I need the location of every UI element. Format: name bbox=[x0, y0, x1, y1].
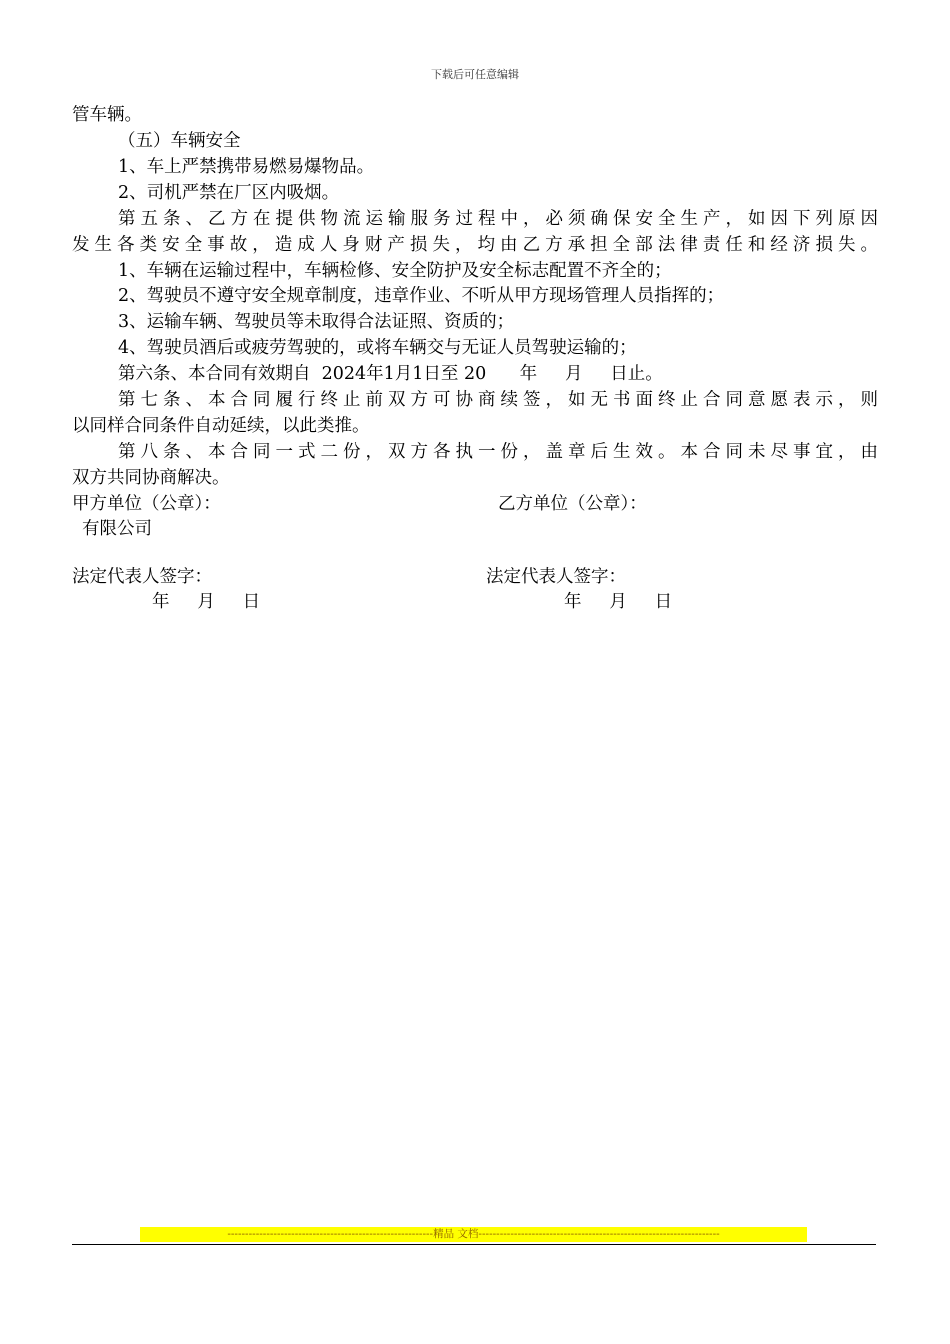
text-line: 1、车上严禁携带易燃易爆物品。 bbox=[118, 157, 375, 177]
article-6: 第六条、本合同有效期自 2024年1月1日至 20 年 月 日止。 bbox=[118, 364, 663, 384]
article-5: 第五条、乙方在提供物流运输服务过程中，必须确保安全生产，如因下列原因 bbox=[118, 209, 878, 229]
party-a-rep-label: 法定代表人签字： bbox=[72, 567, 212, 587]
party-b-rep-label: 法定代表人签字： bbox=[486, 567, 626, 587]
text-line: 管车辆。 bbox=[72, 105, 142, 125]
article-5-cont: 发生各类安全事故，造成人身财产损失，均由乙方承担全部法律责任和经济损失。 bbox=[72, 235, 878, 255]
text-line: 1、车辆在运输过程中，车辆检修、安全防护及安全标志配置不齐全的； bbox=[118, 261, 672, 281]
article-8: 第八条、本合同一式二份，双方各执一份，盖章后生效。本合同未尽事宜，由 bbox=[118, 442, 878, 462]
article-7-cont: 以同样合同条件自动延续，以此类推。 bbox=[72, 416, 370, 436]
party-b-date: 年 月 日 bbox=[564, 592, 673, 612]
footer-divider bbox=[72, 1244, 876, 1245]
text-line: 2、司机严禁在厂区内吸烟。 bbox=[118, 183, 340, 203]
party-a-date: 年 月 日 bbox=[152, 592, 261, 612]
party-b-unit-label: 乙方单位（公章）： bbox=[498, 494, 647, 514]
article-7: 第七条、本合同履行终止前双方可协商续签，如无书面终止合同意愿表示，则 bbox=[118, 390, 878, 410]
section-heading: （五）车辆安全 bbox=[118, 131, 241, 151]
footer-watermark: ----------------------------------------------------------精品 文档-------------------------------------------------------------------- bbox=[140, 1227, 807, 1242]
party-a-unit-label: 甲方单位（公章）： bbox=[72, 494, 221, 514]
text-line: 2、驾驶员不遵守安全规章制度，违章作业、不听从甲方现场管理人员指挥的； bbox=[118, 286, 725, 306]
text-line: 4、驾驶员酒后或疲劳驾驶的，或将车辆交与无证人员驾驶运输的； bbox=[118, 338, 637, 358]
page-header: 下载后可任意编辑 bbox=[431, 68, 519, 81]
article-8-cont: 双方共同协商解决。 bbox=[72, 468, 230, 488]
party-a-company: 有限公司 bbox=[82, 519, 152, 539]
text-line: 3、运输车辆、驾驶员等未取得合法证照、资质的； bbox=[118, 312, 515, 332]
